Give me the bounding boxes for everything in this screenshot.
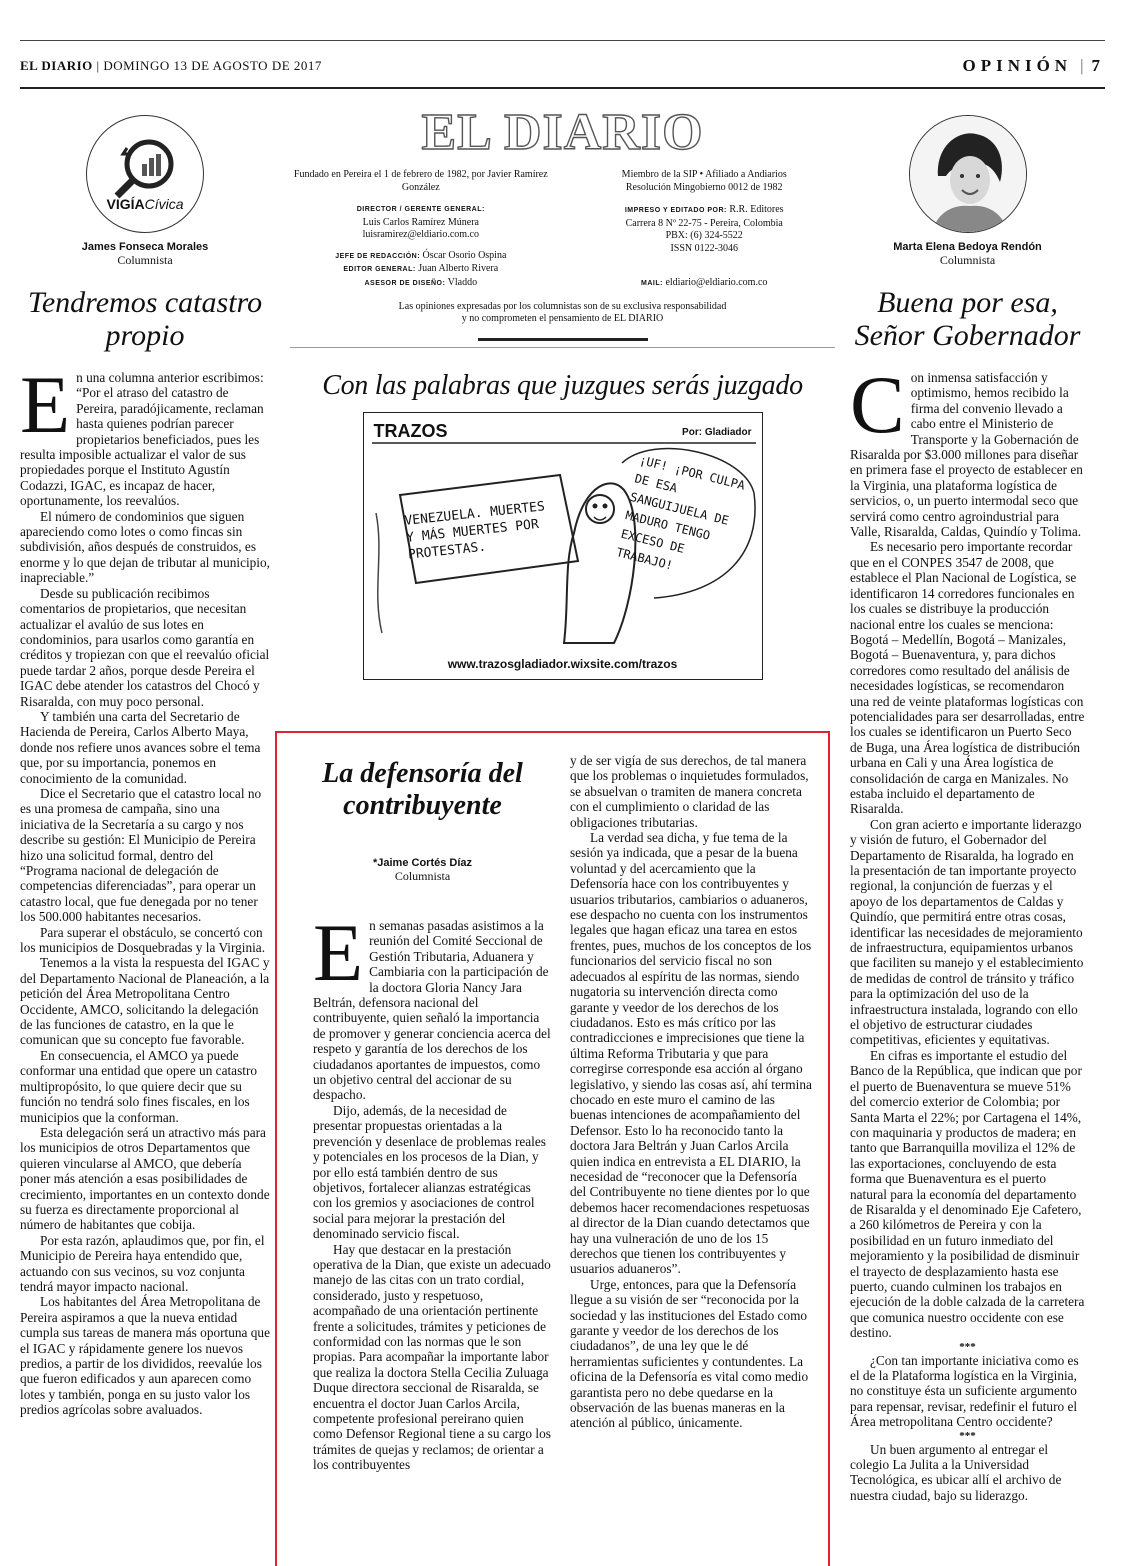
center-article-column-1 [313, 907, 553, 1473]
mail-address: eldiario@eldiario.com.co [665, 277, 768, 288]
magnifier-chart-icon [87, 116, 204, 233]
section-divider-stars: *** [959, 1340, 976, 1353]
center-author-name: *Jaime Cortés Díaz [372, 857, 473, 869]
right-paragraph: Es necesario pero importante recordar que en el CONPES 3547 de 2008, que establece el Plan Nacional de Logística, se identificaron 14 corredores funcionales en los cuales se distribuye la producción nacional entre los cuales se menciona: Bogotá – Medellín, Bogotá – Manizales, Bogotá – Buenaventura, y, para dichos corredores como resultado del análisis de necesidades logísticas, se recomendaron una red de veinte plataformas logísticas con potencialidades para ser desarrolladas, entre los cuales se identificaron un Puerto Seco de Buga, una Área logística de distribución urbana en Cali y una Área logística de consolidación de carga en Manizales. No estaba incluido el departamento de Risaralda. [850, 539, 1085, 817]
left-article-body [20, 359, 270, 1418]
center-paragraph-1-text: n semanas pasadas asistimos a la reunión del Comité Seccional de Gestión Tributaria, Aduanera y Cambiaria con la participación de la doctora Gloria Nancy Jara Beltrán, defensora nacional del contribuyente, quien señaló la importancia de promover y generar conciencia acerca del respeto y garantía de los derechos de los ciudadanos aportantes de impuestos, como un objetivo central del accionar de su despacho. [313, 918, 551, 1103]
center-byline [295, 857, 550, 884]
masthead-info-right [573, 169, 835, 291]
disclaimer-line-2: y no comprometen el pensamiento de EL DIARIO [461, 313, 664, 324]
resolution-note: Resolución Mingobierno 0012 de 1982 [625, 181, 783, 193]
redaccion-label: JEFE DE REDACCIÓN: [335, 252, 421, 260]
masthead-logo: EL DIARIO [421, 104, 704, 161]
right-paragraph-1-text: on inmensa satisfacción y optimismo, hemos recibido la firma del convenio llevado a cabo entre el Ministerio de Transporte y la Gobernación de Risaralda por $3.000 millones para diseñar en primera fase el proyecto de establecer en la Virginia, una plataforma logística de servicios, o, un puerto intermodal seco que servirá como centro agroindustrial para Valle, Risaralda, Caldas, Quindío y Tolima. [850, 370, 1083, 540]
left-author-role: Columnista [117, 253, 173, 267]
right-paragraph: Con gran acierto e importante liderazgo y visión de futuro, el Gobernador del Departamento de Risaralda, ha logrado en la presentación de tan importante proyecto regional, la conjunción de fuerzas y el apoyo de los departamentos de Caldas y Quindío, que permitirá entre otras cosas, identificar las necesidades de mejoramiento de infraestructura, equipamientos urbanos que faciliten su manejo y el establecimiento de medidas de control de tránsito y tráfico para la optimización del uso de la infraestructura instalada, logrando con ello el objetivo de estructurar ciudades competitivas, eficientes y equitativas. [850, 816, 1084, 1048]
right-paragraph: ¿Con tan importante iniciativa como es el de la Plataforma logística en la Virginia, no constituye ésta un suficiente argumento para repensar, revisar, redefinir el futuro el Área metropolitana Centro occidente? [850, 1352, 1079, 1430]
printed-label: IMPRESO Y EDITADO POR: [624, 207, 727, 214]
header-rule [20, 87, 1105, 89]
director-name: Luis Carlos Ramírez Múnera [362, 216, 479, 228]
author-photo [909, 115, 1027, 233]
center-paragraph: y de ser vigía de sus derechos, de tal manera que los problemas o inquietudes formulados, se absuelvan o tramiten de manera concreta con el cumplimiento o claridad de las obligaciones tributarias. [570, 753, 809, 830]
masthead-info-left [290, 169, 552, 291]
left-column [20, 95, 270, 1418]
page-header [20, 52, 1105, 80]
pbx: PBX: (6) 324-5522 [665, 230, 743, 241]
center-paragraph: Hay que destacar en la prestación operativa de la Dian, que existe un adecuado manejo de las citas con un trato cordial, considerado, justo y respetuoso, acompañado de una orientación pertinente frente a solicitudes, trámites y peticiones de conformidad con las normas que le son propias. Para acompañar la importante labor que realiza la doctora Stella Cecilia Zuluaga Duque directora seccional de Risaralda, se encuentra el doctor Juan Carlos Arcila, competente profesional pereirano quien como Defensor Regional tiene a su cargo los trámites de quejas y reclamos; de orientar a los contribuyentes [313, 1241, 551, 1473]
header-paper: EL DIARIO [20, 58, 93, 73]
director-email: luisramirez@eldiario.com.co [362, 229, 479, 240]
masthead-rule [478, 338, 648, 341]
cartoon-author: Por: Gladiador [682, 426, 752, 438]
right-article-body [850, 359, 1085, 1503]
left-paragraph-1-text: n una columna anterior escribimos: “Por el atraso del catastro de Pereira, paradójicamente, reclaman hasta quienes podrían parecer propietarios beneficiados, pues les resulta imposible actualizar el valor de sus propiedades porque el Instituto Agustín Codazzi, IGAC, es incapaz de hacer, oportunamente, los reevalúos. [20, 370, 264, 509]
header-separator: | [96, 58, 104, 73]
left-paragraph: Para superar el obstáculo, se concertó con los municipios de Dosquebradas y la Virginia. [20, 924, 266, 956]
redaccion-name: Óscar Osorio Ospina [422, 249, 507, 261]
editor-name: Juan Alberto Rivera [418, 263, 499, 274]
center-paragraph: Urge, entonces, para que la Defensoría llegue a su visión de ser “reconocida por la sociedad y las instituciones del Estado como garante y veedor de los derechos de los ciudadanos”, de una ley que le dé herramientas suficientes y contundentes. La oficina de la Defensoría es vital como medio garantista pero no debe quedarse en la observación de las buenas maneras en la atención al público, únicamente. [570, 1276, 809, 1431]
printed-by: R.R. Editores [729, 204, 784, 215]
disclaimer [290, 301, 835, 326]
section-rule [290, 347, 835, 348]
right-paragraph: Un buen argumento al entregar el colegio La Julita a la Universidad Tecnológica, es ubicar allí el archivo de nuestra ciudad, bajo su liderazgo. [850, 1441, 1062, 1503]
left-dropcap: E [20, 359, 71, 450]
left-paragraph: Tenemos a la vista la respuesta del IGAC y del Departamento Nacional de Planeación, a la petición del Área Metropolitana Centro Occidente, AMCO, solicitando la delegación de las funciones de catastro, en la que le comunican que su concepto fue favorable. [20, 955, 270, 1048]
right-paragraph: En cifras es importante el estudio del Banco de la República, que indican que por el puerto de Buenaventura se mueve 51% del comercio exterior de Colombia; por Santa Marta el 22%; por Cartagena el 14%, con maquinaria y productos de madera; en tanto que Barranquilla moviliza el 12% de las exportaciones, concluyendo de esta forma que Buenaventura es el puerto natural para la economía del departamento de Risaralda y el denominado Eje Cafetero, a 260 kilómetros de Pereira y con la posibilidad en un futuro inmediato del mejoramiento y la posibilidad de disminuir el trayecto de desplazamiento hasta ese puerto, cuando culminen los trabajos en ejecución de la doble calzada de la carretera que comunica nuestro occidente con ese destino. [850, 1047, 1085, 1341]
left-paragraph: Y también una carta del Secretario de Hacienda de Pereira, Carlos Alberto Maya, donde nos refiere unos avances sobre el tema que, por su importancia, ponemos en conocimiento de la comunidad. [20, 708, 261, 786]
center-author-role: Columnista [394, 869, 451, 883]
right-author-role: Columnista [939, 253, 996, 267]
highlighted-article [275, 731, 830, 1566]
header-date: DOMINGO 13 DE AGOSTO DE 2017 [103, 58, 322, 73]
diseno-name: Vladdo [447, 276, 478, 288]
page-number: 7 [1091, 56, 1105, 75]
left-paragraph: Desde su publicación recibimos comentarios de propietarios, que necesitan actualizar el avalúo de sus lotes en condominios, para usarlos como garantía en créditos y tropiezan con que el reevalúo oficial puede tardar 2 años, porque desde Pereira el IGAC debe atender los catastros del Chocó y Risaralda, con muy poco personal. [20, 585, 270, 709]
right-paragraph-1 [850, 359, 1085, 540]
cartoon-sign-text: VENEZUELA. MUERTES Y MÁS MUERTES POR PROTESTAS. [403, 498, 546, 563]
center-paragraph-1 [313, 907, 553, 1103]
diseno-label: ASESOR DE DISEÑO: [364, 279, 446, 287]
center-article-title: La defensoría del contribuyente [322, 758, 523, 821]
left-article-title: Tendremos catastro propio [27, 286, 263, 352]
left-paragraph: El número de condominios que siguen apareciendo como lotes o como fincas sin subdivisión, años después de construidos, es enorme y lo que dejan de tributar al municipio, inapreciable.” [20, 508, 270, 586]
left-paragraph: Esta delegación será un atractivo más para los municipios de otros Departamentos que quieren vincularse al AMCO, que debería poner más atención a esas posibilidades de crecimiento, importantes en un contexto donde su fuerza es directamente proporcional al número de habitantes que cobija. [20, 1124, 270, 1233]
center-paragraph: La verdad sea dicha, y fue tema de la sesión ya indicada, que a pesar de la buena voluntad y del acercamiento que la Defensoría hace con los contribuyentes y usuarios tributarios, cambiarios o aduaneros, ese despacho no cuenta con los instrumentos legales que hagan eficaz una tarea en estos frentes, pues, muchos de los conceptos de los funcionarios del servicio fiscal no son adecuados al espíritu de las normas, siendo nugatoria su intervención directa como garante y veedor de los derechos de los ciudadanos. Esto es más crítico por las contradicciones e imprecisiones que tiene la última Reforma Tributaria y que para corregirse corresponde esa acción al órgano legislativo, y siendo las cosas así, ahí termina chocado en este muro el camino de las buenas intenciones de acompañamiento del Defensor. Esto lo ha reconocido tanto la doctora Jara Beltrán y Juan Carlos Arcila quien indica en entrevista a EL DIARIO, la necesidad de “reconocer que la Defensoría del Contribuyente no tiene dientes por lo que debemos hacer recomendaciones respetuosas al director de la Dian cuando detectamos que hay una vulneración de uno de los 15 derechos que tienen los contribuyentes y usuarios aduaneros”. [570, 830, 812, 1277]
founded-note: Fundado en Pereira el 1 de febrero de 1982, por Javier Ramírez González [293, 169, 548, 193]
top-rule [20, 40, 1105, 41]
logo-word-1: VIGÍA [106, 196, 145, 212]
member-note: Miembro de la SIP • Afiliado a Andiarios [621, 169, 787, 180]
center-article-column-2 [570, 753, 815, 1431]
left-paragraph: Dice el Secretario que el catastro local no es una promesa de campaña, sino una iniciativa de la Secretaría a su cargo y nos describe su gestión: El Municipio de Pereira hizo una solicitud formal, dentro del “Programa nacional de delegación de competencias diferenciadas”, para operar un catastro local, que fue denegada por no tener los 500.000 habitantes necesarios. [20, 785, 262, 925]
section-divider-stars: *** [959, 1429, 976, 1442]
middle-column [290, 95, 835, 680]
right-author-name: Marta Elena Bedoya Rendón [893, 241, 1042, 253]
left-paragraph-1 [20, 359, 270, 509]
left-paragraph: Los habitantes del Área Metropolitana de Pereira aspiramos a que la nueva entidad cumpla sus tareas de manera más oportuna que el IGAC y rápidamente genere los nuevos predios, a partir de los divididos, reevalúe los que fueron edificados y aun aparecen como lotes y también, ponga en su justo valor los predios agrícolas sobre avaluados. [20, 1294, 270, 1418]
editor-label: EDITOR GENERAL: [343, 266, 416, 273]
mail-label: MAIL: [641, 280, 663, 287]
issn: ISSN 0122-3046 [670, 242, 738, 254]
center-paragraph: Dijo, además, de la necesidad de presentar propuestas orientadas a la prevención y desenlace de problemas reales y potenciales en los procesos de la Dian, y por ello está también dentro de sus objetivos, fortalecer alianzas estratégicas con los gremios y asociaciones de control social para mejorar la prestación del denominado servicio fiscal. [313, 1102, 546, 1242]
masthead-info [290, 169, 835, 291]
address: Carrera 8 Nº 22-75 - Pereira, Colombia [625, 217, 783, 229]
header-section: OPINIÓN [962, 56, 1073, 75]
cartoon-url: www.trazosgladiador.wixsite.com/trazos [447, 656, 678, 671]
right-article-title: Buena por esa, Señor Gobernador [854, 286, 1081, 352]
left-author-name: James Fonseca Morales [81, 241, 209, 253]
portrait-icon [910, 116, 1027, 233]
right-dropcap: C [850, 359, 905, 450]
disclaimer-line-1: Las opiniones expresadas por los columnistas son de su exclusiva responsabilidad [398, 300, 727, 312]
cartoon-speech-text: ¡UF! ¡POR CULPA DE ESA SANGUIJUELA DE MADURO TENGO EXCESO DE TRABAJO! [614, 452, 746, 573]
center-dropcap: E [313, 907, 364, 998]
header-separator-right: | [1080, 56, 1084, 75]
cartoon-headline: Con las palabras que juzgues serás juzgado [322, 369, 803, 401]
vigia-civica-logo [86, 115, 204, 233]
header-left [20, 58, 322, 74]
logo-wordmark [87, 196, 203, 212]
left-paragraph: Por esta razón, aplaudimos que, por fin, el Municipio de Pereira haya entendido que, actuando con sus vecinos, su voz conjunta tendrá mayor impacto nacional. [20, 1232, 265, 1294]
logo-word-2: Cívica [144, 196, 184, 212]
director-label: DIRECTOR / GERENTE GENERAL: [356, 206, 485, 213]
right-column [850, 95, 1085, 1503]
cartoon [363, 412, 763, 680]
left-paragraph: En consecuencia, el AMCO ya puede conformar una entidad que opere un catastro multipropósito, lo que quiere decir que su función no tendrá solo fines fiscales, en los municipios que la conforman. [20, 1047, 258, 1125]
header-right [962, 56, 1105, 76]
cartoon-label: TRAZOS [373, 420, 448, 441]
